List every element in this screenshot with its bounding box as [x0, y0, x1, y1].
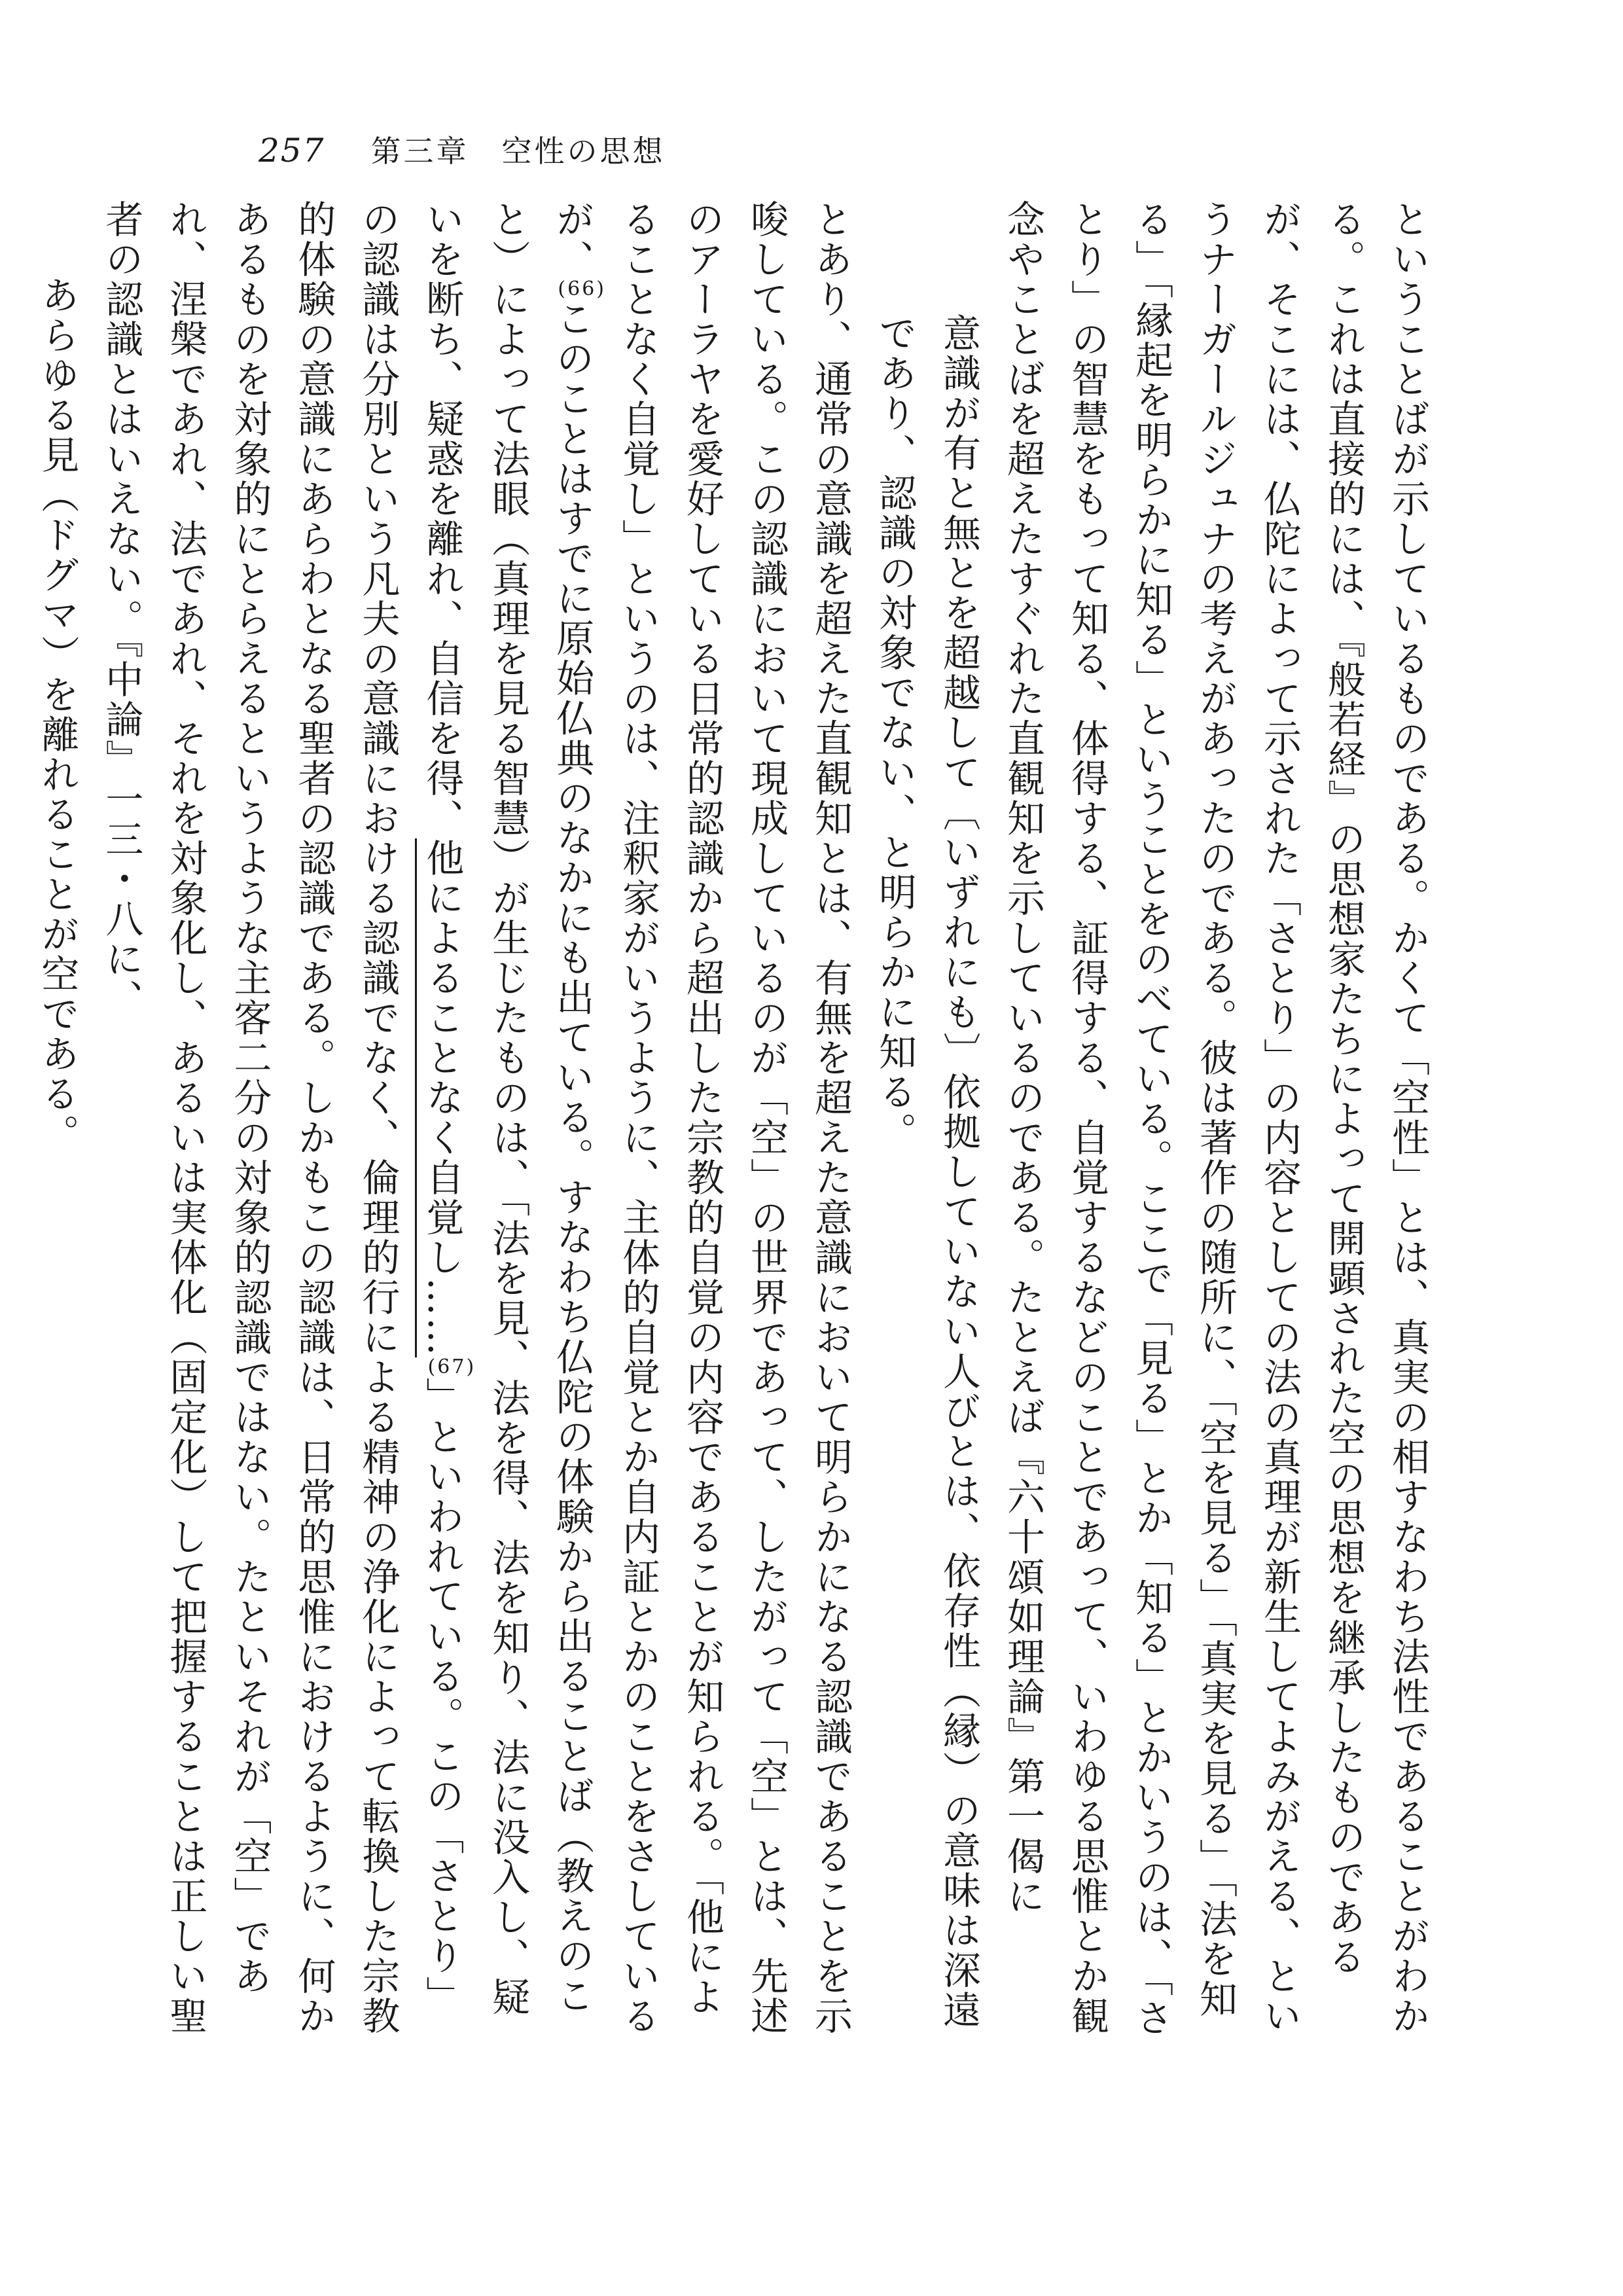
- chapter-title: 第三章 空性の思想: [370, 134, 666, 169]
- note-reference-67: (67): [427, 1355, 476, 1378]
- quotation-text: あらゆる見（ドグマ）を離れることが空である。: [35, 276, 80, 1154]
- running-header: [259, 128, 665, 173]
- paragraph-text: ということばが示しているものである。かくて「空性」とは、真実の相すなわち法性であることがわかる。これは直接的には、『般若経』の思想家たちによって開顕された空の思想を継承したものであるが、そこには、仏陀によって示された「さとり」の内容としての法の真理が新生してよみがえる、というナーガールジュナの考えがあったのである。彼は著作の随所に、「空を見る」「真実を見る」「法を知る」「縁起を明らかに知る」ということをのべている。ここで「見る」とか「知る」とかいうのは、「さとり」の智慧をもって知る、体得する、証得する、自覚するなどのことであって、いわゆる思惟とか観念やことばを超えたすぐれた直観知を示しているのである。たとえば『六十頌如理論』第一偈に: [1001, 200, 1430, 2038]
- page-number: 257: [259, 132, 325, 170]
- paragraph-opening: [991, 200, 1440, 2045]
- paragraph-text: とあり、通常の意識を超えた直観知とは、有無を超えた意識において明らかになる認識であることを示唆している。この認識において現成しているのが「空」の世界であって、したがって「空」とは、先述のアーラヤを愛好している日常的認識から超出した宗教的自覚の内容であることが知られる。「他によることなく自覚し」というのは、注釈家がいうように、主体的自覚とか自内証とかのことをさしているが、: [550, 200, 853, 2036]
- underlined-phrase: 他によることなく自覚し……: [415, 838, 464, 1357]
- quotation-madhyamaka: [25, 200, 89, 2045]
- paragraph-main: [89, 200, 863, 2045]
- vertical-body-text: [35, 200, 1440, 2045]
- note-reference-66: (66): [558, 278, 606, 300]
- paragraph-text: このことはすでに原始仏典のなかにも出ている。すなわち仏陀の体験から出ることば（教えのこと）によって法眼（真理を見る智慧）が生じたものは、「法を見、法を得、法を知り、法に没入し、疑いを断ち、疑惑を離れ、自信を得、: [419, 200, 595, 2017]
- quotation-sixty-verses: [863, 200, 991, 2045]
- quotation-text: 意識が有と無とを超越して〔いずれにも〕依拠していない人びとは、依存性（縁）の意味は深遠であり、認識の対象でない、と明らかに知る。: [872, 314, 981, 2030]
- paragraph-text: 」といわれている。この「さとり」の認識は分別という凡夫の意識における認識でなく、倫理的行による精神の浄化によって転換した宗教的体験の意識にあらわとなる聖者の認識である。しかもこの認識は、日常的思惟におけるように、何かあるものを対象的にとらえるというような主客二分の対象的認識ではない。たといそれが「空」であれ、涅槃であれ、法であれ、それを対象化し、あるいは実体化（固定化）して把握することは正しい聖者の認識とはいえない。『中論』一三・八に、: [99, 200, 465, 2036]
